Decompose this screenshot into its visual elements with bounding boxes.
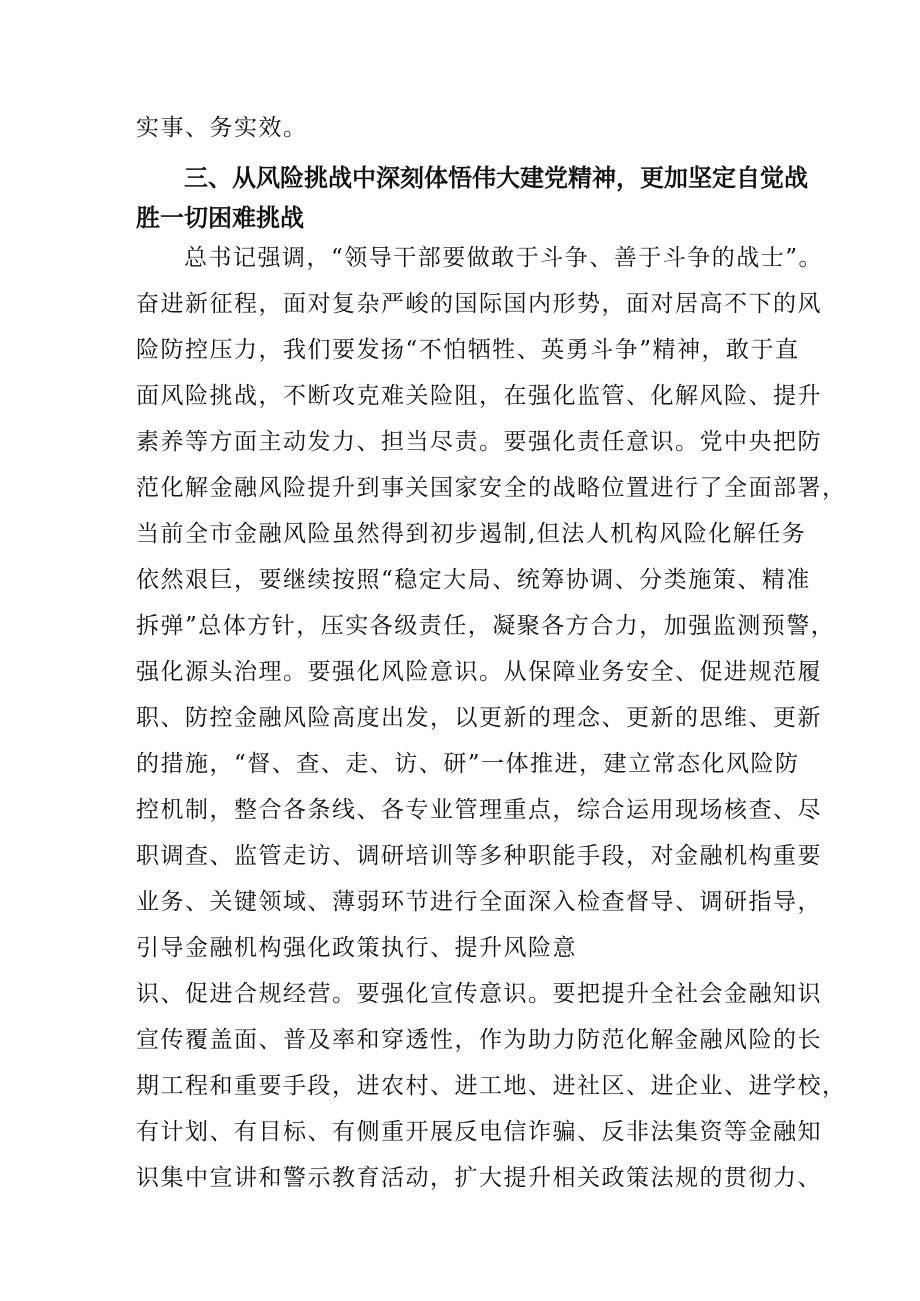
body-text-line: 期工程和重要手段，进农村、进工地、进社区、进企业、进学校， <box>136 1073 847 1099</box>
body-text-line: 宣传覆盖面、普及率和穿透性，作为助力防范化解金融风险的长 <box>136 1027 822 1053</box>
body-text-line: 拆弹”总体方针，压实各级责任，凝聚各方合力，加强监测预警， <box>136 613 836 639</box>
body-text-line: 的措施，“督、查、走、访、研”一体推进，建立常态化风险防 <box>136 751 800 777</box>
body-text-line: 素养等方面主动发力、担当尽责。要强化责任意识。党中央把防 <box>136 429 822 455</box>
section-heading-line: 三、从风险挑战中深刻体悟伟大建党精神，更加坚定自觉战 <box>184 164 808 192</box>
body-text-line: 引导金融机构强化政策执行、提升风险意 <box>136 935 577 961</box>
body-text-line: 职、防控金融风险高度出发，以更新的理念、更新的思维、更新 <box>136 705 822 731</box>
body-text-line: 实事、务实效。 <box>136 115 308 141</box>
section-heading-line: 胜一切困难挑战 <box>136 204 304 232</box>
body-text-line: 职调查、监管走访、调研培训等多种职能手段，对金融机构重要 <box>136 843 822 869</box>
body-text-line: 奋进新征程，面对复杂严峻的国际国内形势，面对居高不下的风 <box>136 291 822 317</box>
body-text-line: 强化源头治理。要强化风险意识。从保障业务安全、促进规范履 <box>136 659 822 685</box>
body-text-line: 总书记强调，“领导干部要做敢于斗争、善于斗争的战士”。 <box>184 245 824 271</box>
body-text-line: 业务、关键领域、薄弱环节进行全面深入检查督导、调研指导， <box>136 889 822 915</box>
body-text-line: 控机制，整合各条线、各专业管理重点，综合运用现场核查、尽 <box>136 797 822 823</box>
body-text-line: 范化解金融风险提升到事关国家安全的战略位置进行了全面部署， <box>136 475 847 501</box>
body-text-line: 依然艰巨，要继续按照“稳定大局、统筹协调、分类施策、精准 <box>136 567 811 593</box>
body-text-line: 险防控压力，我们要发扬“不怕牺牲、英勇斗争”精神，敢于直 <box>136 337 800 363</box>
body-text-line: 当前全市金融风险虽然得到初步遏制,但法人机构风险化解任务 <box>136 521 807 547</box>
body-text-line: 识集中宣讲和警示教育活动，扩大提升相关政策法规的贯彻力、 <box>136 1165 822 1191</box>
body-text-line: 识、促进合规经营。要强化宣传意识。要把提升全社会金融知识 <box>136 981 822 1007</box>
body-text-line: 面风险挑战，不断攻克难关险阻，在强化监管、化解风险、提升 <box>136 383 822 409</box>
body-text-line: 有计划、有目标、有侧重开展反电信诈骗、反非法集资等金融知 <box>136 1119 822 1145</box>
